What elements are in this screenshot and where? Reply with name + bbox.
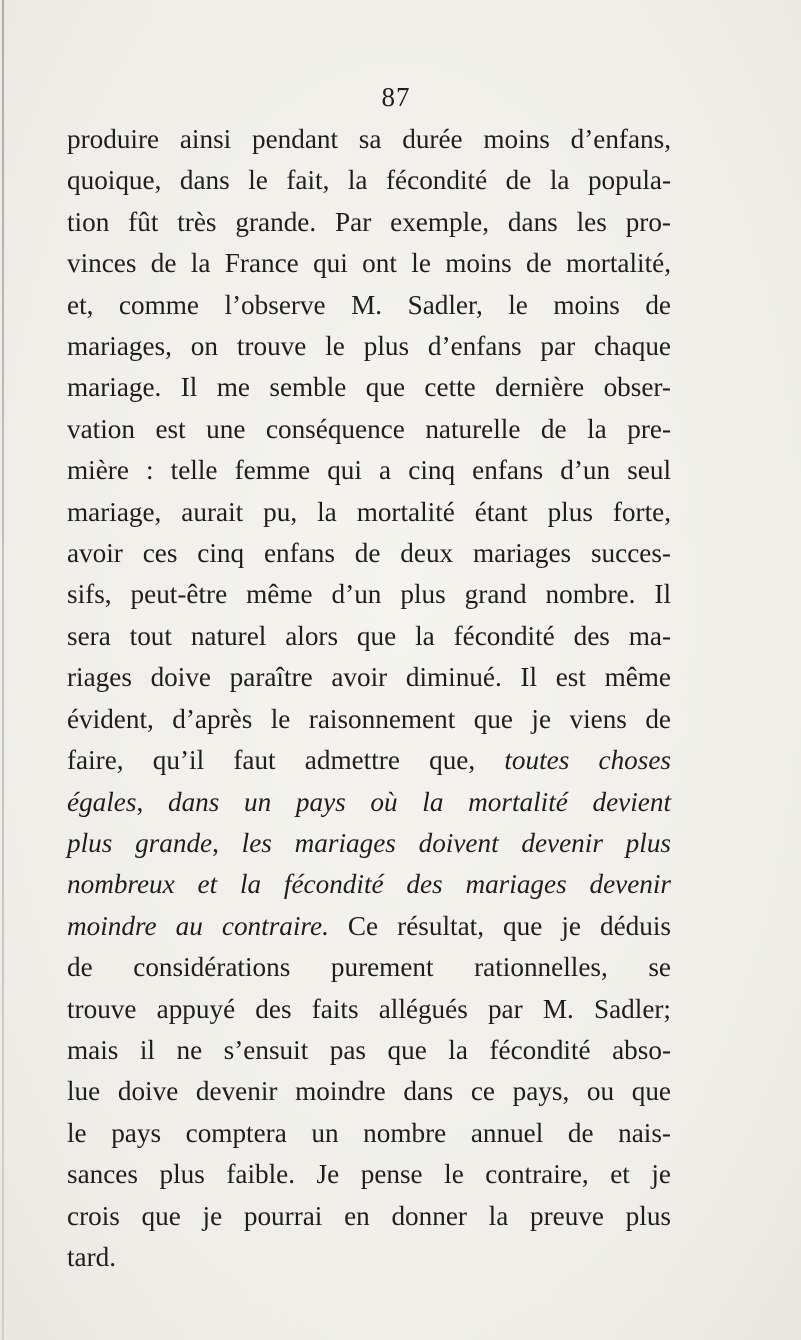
text-segment: produire ainsi pendant sa durée moins d’enfans,	[67, 124, 671, 154]
text-line	[67, 533, 671, 574]
text-segment: tard.	[67, 1241, 117, 1272]
italic-text: dans un pays où la mortalité devient	[167, 786, 672, 817]
page-edge-shadow	[2, 0, 4, 1340]
text-segment: faire, qu’il faut admettre que,	[67, 745, 505, 776]
text-segment: ,	[136, 786, 168, 817]
text-line	[67, 574, 671, 615]
text-line	[67, 492, 671, 533]
text-line	[67, 160, 671, 201]
italic-text: les mariages doivent devenir plus	[241, 827, 671, 858]
text-segment: riages doive paraître avoir diminué. Il est même	[67, 662, 671, 693]
italic-text: moindre au contraire.	[67, 910, 329, 941]
text-line	[67, 1237, 671, 1278]
text-line	[67, 616, 671, 657]
text-line	[67, 119, 671, 160]
text-segment: le pays comptera un nombre annuel de nais-	[67, 1117, 671, 1148]
text-segment: vation est une conséquence naturelle de la pre-	[67, 413, 671, 444]
text-line	[67, 989, 671, 1030]
italic-text: nombreux et la fécondité des mariages devenir	[67, 869, 671, 900]
text-segment: sances plus faible. Je pense le contraire, et je	[67, 1159, 671, 1190]
text-segment: Ce résultat, que je déduis	[328, 910, 671, 941]
text-line	[67, 243, 671, 284]
text-segment: crois que je pourrai en donner la preuve plus	[67, 1200, 671, 1231]
text-segment: ,	[212, 827, 242, 858]
text-segment: mariage. Il me semble que cette dernière obser-	[67, 372, 671, 403]
text-line	[67, 657, 671, 698]
text-line	[67, 202, 671, 243]
text-segment: avoir ces cinq enfans de deux mariages succes-	[67, 538, 671, 569]
text-line	[67, 947, 671, 988]
text-line	[67, 1030, 671, 1071]
text-line	[67, 1113, 671, 1154]
text-line	[67, 699, 671, 740]
text-segment: tion fût très grande. Par exemple, dans les pro-	[67, 206, 671, 237]
page-number: 87	[381, 82, 411, 112]
text-segment: trouve appuyé des faits allégués par M. Sadler;	[67, 993, 671, 1024]
text-line	[67, 326, 671, 367]
text-segment: mariage, aurait pu, la mortalité étant plus forte,	[67, 496, 671, 527]
text-line	[67, 1071, 671, 1112]
italic-text: plus grande	[67, 827, 213, 858]
text-line	[67, 1154, 671, 1195]
text-line	[67, 285, 671, 326]
text-line	[67, 864, 671, 905]
text-segment: mariages, on trouve le plus d’enfans par chaque	[67, 331, 671, 362]
text-line	[67, 740, 671, 781]
italic-text: égales	[67, 786, 137, 817]
text-segment: quoique, dans le fait, la fécondité de la popula-	[67, 165, 671, 196]
text-line	[67, 906, 671, 947]
text-segment: lue doive devenir moindre dans ce pays, ou que	[67, 1076, 671, 1107]
text-segment: évident, d’après le raisonnement que je viens de	[67, 703, 671, 734]
text-segment: sera tout naturel alors que la fécondité des ma-	[67, 620, 671, 651]
text-line	[67, 409, 671, 450]
body-text	[67, 119, 671, 1278]
text-line	[67, 1196, 671, 1237]
text-segment: de considérations purement rationnelles, se	[67, 952, 671, 983]
text-segment: mais il ne s’ensuit pas que la fécondité abso-	[67, 1034, 671, 1065]
text-segment: sifs, peut-être même d’un plus grand nombre. Il	[67, 579, 671, 610]
text-line	[67, 823, 671, 864]
text-segment: et, comme l’observe M. Sadler, le moins de	[67, 289, 671, 320]
text-segment: vinces de la France qui ont le moins de mortalité,	[67, 248, 671, 279]
text-line	[67, 367, 671, 408]
italic-text: toutes choses	[504, 745, 671, 776]
text-line	[67, 450, 671, 491]
text-line	[67, 782, 671, 823]
text-segment: mière : telle femme qui a cinq enfans d’un seul	[67, 455, 671, 486]
